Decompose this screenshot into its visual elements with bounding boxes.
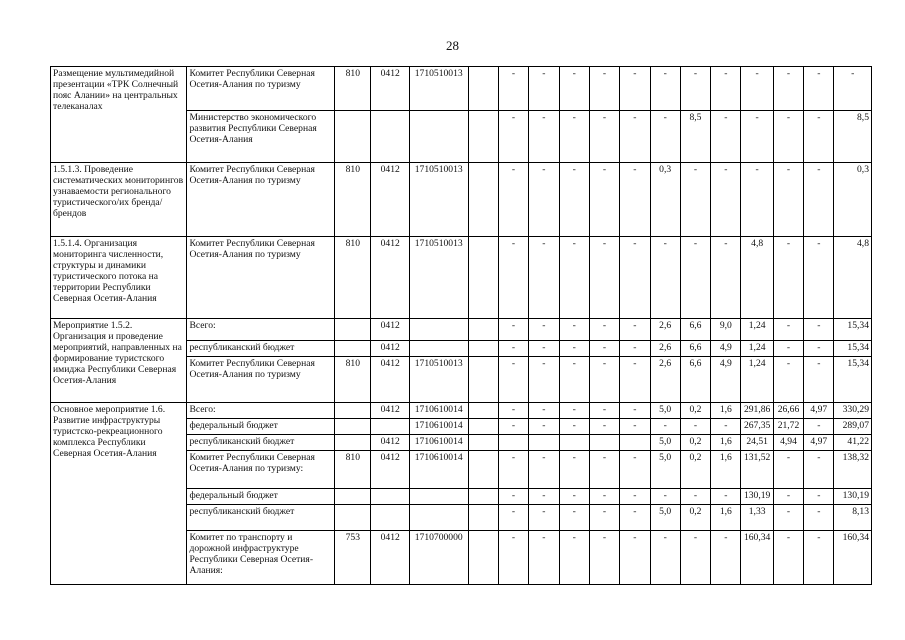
- table-cell: -: [498, 341, 528, 357]
- table-cell: -: [804, 505, 834, 531]
- table-cell: 15,34: [834, 341, 872, 357]
- table-row: [51, 67, 872, 111]
- table-cell: 1,24: [741, 357, 773, 403]
- table-cell: -: [804, 451, 834, 489]
- table-cell: -: [680, 531, 710, 585]
- table-cell: -: [498, 451, 528, 489]
- table-cell: 0412: [371, 319, 409, 341]
- table-cell: -: [711, 531, 741, 585]
- table-cell: -: [680, 237, 710, 319]
- table-cell: 1,6: [711, 451, 741, 489]
- table-cell: -: [498, 237, 528, 319]
- table-cell: -: [529, 419, 559, 435]
- table-cell: 810: [335, 237, 371, 319]
- table-cell: -: [804, 419, 834, 435]
- table-cell: -: [498, 403, 528, 419]
- table-cell: -: [589, 451, 619, 489]
- table-cell: 6,6: [680, 341, 710, 357]
- table-row: [51, 319, 872, 341]
- table-cell: -: [804, 111, 834, 163]
- table-cell: [468, 341, 498, 357]
- table-cell: -: [620, 319, 650, 341]
- table-cell: -: [620, 341, 650, 357]
- table-cell: 4,9: [711, 357, 741, 403]
- table-row: [51, 237, 872, 319]
- table-cell: 0412: [371, 67, 409, 111]
- table-cell: республиканский бюджет: [187, 505, 335, 531]
- table-cell: -: [529, 451, 559, 489]
- table-cell: -: [711, 111, 741, 163]
- table-cell: [529, 435, 559, 451]
- table-cell: -: [680, 163, 710, 237]
- table-cell: республиканский бюджет: [187, 341, 335, 357]
- table-cell: -: [620, 163, 650, 237]
- table-cell: [409, 341, 468, 357]
- table-cell: 8,5: [834, 111, 872, 163]
- table-cell: 130,19: [741, 489, 773, 505]
- table-cell: -: [559, 403, 589, 419]
- table-cell: -: [650, 111, 680, 163]
- table-cell: 0412: [371, 341, 409, 357]
- table-cell: 130,19: [834, 489, 872, 505]
- table-cell: -: [741, 111, 773, 163]
- table-cell: -: [589, 111, 619, 163]
- table-cell: [498, 435, 528, 451]
- table-cell: 2,6: [650, 341, 680, 357]
- table-cell: 2,6: [650, 357, 680, 403]
- table-cell: 0,2: [680, 451, 710, 489]
- table-cell: федеральный бюджет: [187, 489, 335, 505]
- table-cell: [371, 111, 409, 163]
- table-cell: -: [741, 67, 773, 111]
- table-cell: -: [589, 319, 619, 341]
- table-cell: [620, 435, 650, 451]
- table-cell: Размещение мультимедийной презентации «ТРК Солнечный пояс Алании» на центральных телеканалах: [51, 67, 187, 163]
- table-cell: -: [498, 67, 528, 111]
- table-cell: -: [529, 531, 559, 585]
- table-cell: 41,22: [834, 435, 872, 451]
- table-cell: -: [804, 163, 834, 237]
- table-cell: 9,0: [711, 319, 741, 341]
- table-cell: Основное мероприятие 1.6. Развитие инфраструктуры туристско-рекреационного комплекса Республики Северная Осетия-Алания: [51, 403, 187, 585]
- table-cell: Комитет Республики Северная Осетия-Алания по туризму: [187, 67, 335, 111]
- table-cell: -: [773, 341, 803, 357]
- budget-table: [50, 66, 872, 585]
- table-cell: -: [589, 341, 619, 357]
- table-cell: -: [529, 489, 559, 505]
- table-cell: -: [559, 319, 589, 341]
- table-cell: 0412: [371, 435, 409, 451]
- table-cell: 1710700000: [409, 531, 468, 585]
- table-cell: 1.5.1.4. Организация мониторинга численности, структуры и динамики туристического потока на территории Республики Северная Осетия-Алания: [51, 237, 187, 319]
- table-cell: -: [711, 489, 741, 505]
- table-cell: -: [620, 237, 650, 319]
- table-cell: -: [620, 505, 650, 531]
- table-cell: Министерство экономического развития Республики Северная Осетия-Алания: [187, 111, 335, 163]
- table-cell: 4,8: [834, 237, 872, 319]
- table-cell: 0,2: [680, 403, 710, 419]
- table-cell: 1710510013: [409, 237, 468, 319]
- table-cell: -: [529, 163, 559, 237]
- table-cell: -: [589, 531, 619, 585]
- table-cell: 0412: [371, 403, 409, 419]
- table-cell: 291,86: [741, 403, 773, 419]
- table-cell: 5,0: [650, 451, 680, 489]
- table-cell: -: [711, 237, 741, 319]
- table-cell: -: [804, 319, 834, 341]
- table-cell: [468, 237, 498, 319]
- table-cell: -: [589, 237, 619, 319]
- table-cell: 0412: [371, 237, 409, 319]
- table-cell: -: [498, 489, 528, 505]
- table-cell: -: [650, 67, 680, 111]
- table-cell: [335, 435, 371, 451]
- table-cell: 0,3: [834, 163, 872, 237]
- table-cell: Мероприятие 1.5.2. Организация и проведение мероприятий, направленных на формирование туристского имиджа Республики Северная Осетия-Алания: [51, 319, 187, 403]
- table-cell: -: [773, 357, 803, 403]
- table-cell: -: [529, 111, 559, 163]
- table-cell: 15,34: [834, 357, 872, 403]
- table-cell: -: [620, 531, 650, 585]
- table-cell: -: [804, 237, 834, 319]
- table-cell: -: [620, 419, 650, 435]
- table-cell: -: [529, 357, 559, 403]
- table-cell: Комитет Республики Северная Осетия-Алания по туризму:: [187, 451, 335, 489]
- table-cell: -: [680, 419, 710, 435]
- table-cell: республиканский бюджет: [187, 435, 335, 451]
- table-cell: -: [589, 163, 619, 237]
- table-cell: -: [650, 419, 680, 435]
- table-cell: 1710610014: [409, 419, 468, 435]
- table-cell: -: [804, 489, 834, 505]
- table-cell: -: [559, 111, 589, 163]
- table-cell: -: [650, 237, 680, 319]
- table-cell: [409, 505, 468, 531]
- table-cell: -: [498, 319, 528, 341]
- table-cell: [335, 489, 371, 505]
- table-cell: -: [559, 237, 589, 319]
- table-row: [51, 403, 872, 419]
- table-cell: 1710610014: [409, 435, 468, 451]
- table-cell: [335, 505, 371, 531]
- table-cell: 24,51: [741, 435, 773, 451]
- table-cell: -: [804, 531, 834, 585]
- table-cell: 267,35: [741, 419, 773, 435]
- table-cell: 0412: [371, 163, 409, 237]
- table-cell: -: [589, 67, 619, 111]
- table-cell: 1710510013: [409, 357, 468, 403]
- table-cell: -: [804, 357, 834, 403]
- table-cell: -: [773, 163, 803, 237]
- table-cell: -: [529, 319, 559, 341]
- table-cell: -: [834, 67, 872, 111]
- table-cell: -: [773, 111, 803, 163]
- table-cell: [409, 489, 468, 505]
- table-cell: -: [804, 67, 834, 111]
- table-cell: [589, 435, 619, 451]
- table-cell: [468, 419, 498, 435]
- table-cell: федеральный бюджет: [187, 419, 335, 435]
- table-cell: [468, 403, 498, 419]
- table-cell: -: [620, 111, 650, 163]
- table-cell: [335, 341, 371, 357]
- table-cell: 0412: [371, 357, 409, 403]
- table-cell: 4,8: [741, 237, 773, 319]
- table-cell: -: [559, 341, 589, 357]
- table-cell: -: [620, 67, 650, 111]
- table-cell: -: [529, 341, 559, 357]
- table-cell: 1,6: [711, 403, 741, 419]
- table-cell: -: [529, 67, 559, 111]
- table-cell: 753: [335, 531, 371, 585]
- table-cell: [371, 505, 409, 531]
- table-cell: 6,6: [680, 357, 710, 403]
- table-cell: -: [620, 451, 650, 489]
- table-cell: -: [529, 505, 559, 531]
- table-cell: 0,2: [680, 505, 710, 531]
- table-cell: -: [559, 489, 589, 505]
- table-cell: -: [773, 531, 803, 585]
- table-cell: [335, 111, 371, 163]
- table-cell: 4,94: [773, 435, 803, 451]
- table-cell: 4,97: [804, 403, 834, 419]
- table-cell: -: [620, 489, 650, 505]
- table-cell: 21,72: [773, 419, 803, 435]
- table-cell: 4,9: [711, 341, 741, 357]
- table-cell: 2,6: [650, 319, 680, 341]
- table-cell: [371, 419, 409, 435]
- table-cell: -: [559, 419, 589, 435]
- table-cell: -: [559, 357, 589, 403]
- table-cell: 15,34: [834, 319, 872, 341]
- table-cell: 5,0: [650, 505, 680, 531]
- table-cell: -: [589, 403, 619, 419]
- table-cell: [335, 319, 371, 341]
- table-cell: -: [498, 419, 528, 435]
- table-cell: 160,34: [741, 531, 773, 585]
- table-cell: -: [589, 489, 619, 505]
- table-cell: 8,5: [680, 111, 710, 163]
- table-cell: [409, 319, 468, 341]
- table-cell: -: [559, 67, 589, 111]
- table-cell: -: [529, 403, 559, 419]
- table-cell: -: [498, 357, 528, 403]
- table-row: [51, 163, 872, 237]
- table-cell: Комитет по транспорту и дорожной инфраструктуре Республики Северная Осетия-Алания:: [187, 531, 335, 585]
- table-cell: 1710510013: [409, 163, 468, 237]
- table-cell: 0,3: [650, 163, 680, 237]
- table-cell: -: [620, 357, 650, 403]
- table-cell: 6,6: [680, 319, 710, 341]
- table-cell: Комитет Республики Северная Осетия-Алания по туризму: [187, 237, 335, 319]
- table-cell: -: [589, 419, 619, 435]
- table-cell: -: [804, 341, 834, 357]
- table-cell: 0412: [371, 531, 409, 585]
- table-cell: 8,13: [834, 505, 872, 531]
- table-cell: -: [559, 531, 589, 585]
- table-cell: -: [559, 163, 589, 237]
- table-cell: 131,52: [741, 451, 773, 489]
- table-cell: [468, 67, 498, 111]
- table-cell: Комитет Республики Северная Осетия-Алания по туризму: [187, 357, 335, 403]
- table-cell: -: [773, 67, 803, 111]
- table-cell: [468, 111, 498, 163]
- table-cell: -: [498, 163, 528, 237]
- table-cell: -: [711, 67, 741, 111]
- table-cell: 1,33: [741, 505, 773, 531]
- table-cell: 810: [335, 163, 371, 237]
- page-number: 28: [446, 38, 459, 53]
- table-cell: 330,29: [834, 403, 872, 419]
- table-cell: 1,6: [711, 435, 741, 451]
- table-cell: -: [680, 67, 710, 111]
- table-cell: 5,0: [650, 403, 680, 419]
- table-cell: -: [711, 419, 741, 435]
- table-cell: [468, 489, 498, 505]
- table-cell: -: [711, 163, 741, 237]
- table-cell: -: [498, 111, 528, 163]
- table-cell: 0412: [371, 451, 409, 489]
- table-cell: 160,34: [834, 531, 872, 585]
- table-cell: Всего:: [187, 319, 335, 341]
- table-cell: -: [589, 357, 619, 403]
- table-cell: [468, 319, 498, 341]
- table-cell: -: [650, 531, 680, 585]
- table-cell: -: [498, 531, 528, 585]
- table-cell: 810: [335, 67, 371, 111]
- table-cell: 289,07: [834, 419, 872, 435]
- table-cell: [468, 357, 498, 403]
- table-cell: -: [650, 489, 680, 505]
- table-cell: 4,97: [804, 435, 834, 451]
- table-cell: 138,32: [834, 451, 872, 489]
- table-cell: -: [773, 319, 803, 341]
- table-cell: [468, 505, 498, 531]
- table-cell: [371, 489, 409, 505]
- table-cell: 810: [335, 451, 371, 489]
- table-cell: 1,6: [711, 505, 741, 531]
- table-cell: -: [773, 505, 803, 531]
- table-cell: 26,66: [773, 403, 803, 419]
- table-cell: 0,2: [680, 435, 710, 451]
- table-cell: [335, 403, 371, 419]
- table-cell: 1710510013: [409, 67, 468, 111]
- table-cell: [335, 419, 371, 435]
- table-cell: -: [620, 403, 650, 419]
- table-cell: Всего:: [187, 403, 335, 419]
- table-cell: -: [559, 505, 589, 531]
- table-cell: -: [559, 451, 589, 489]
- table-cell: 1,24: [741, 341, 773, 357]
- table-cell: 1,24: [741, 319, 773, 341]
- table-cell: Комитет Республики Северная Осетия-Алания по туризму: [187, 163, 335, 237]
- table-cell: -: [773, 451, 803, 489]
- table-cell: -: [680, 489, 710, 505]
- table-cell: 5,0: [650, 435, 680, 451]
- table-cell: [468, 163, 498, 237]
- table-cell: 1710610014: [409, 451, 468, 489]
- table-cell: [468, 451, 498, 489]
- table-cell: 1.5.1.3. Проведение систематических мониторингов узнаваемости регионального туристического/их бренда/брендов: [51, 163, 187, 237]
- table-cell: -: [498, 505, 528, 531]
- table-cell: -: [773, 489, 803, 505]
- table-cell: -: [529, 237, 559, 319]
- table-cell: -: [589, 505, 619, 531]
- table-cell: [468, 435, 498, 451]
- table-cell: 1710610014: [409, 403, 468, 419]
- table-cell: -: [741, 163, 773, 237]
- table-cell: [409, 111, 468, 163]
- table-cell: [559, 435, 589, 451]
- table-cell: [468, 531, 498, 585]
- table-cell: -: [773, 237, 803, 319]
- table-cell: 810: [335, 357, 371, 403]
